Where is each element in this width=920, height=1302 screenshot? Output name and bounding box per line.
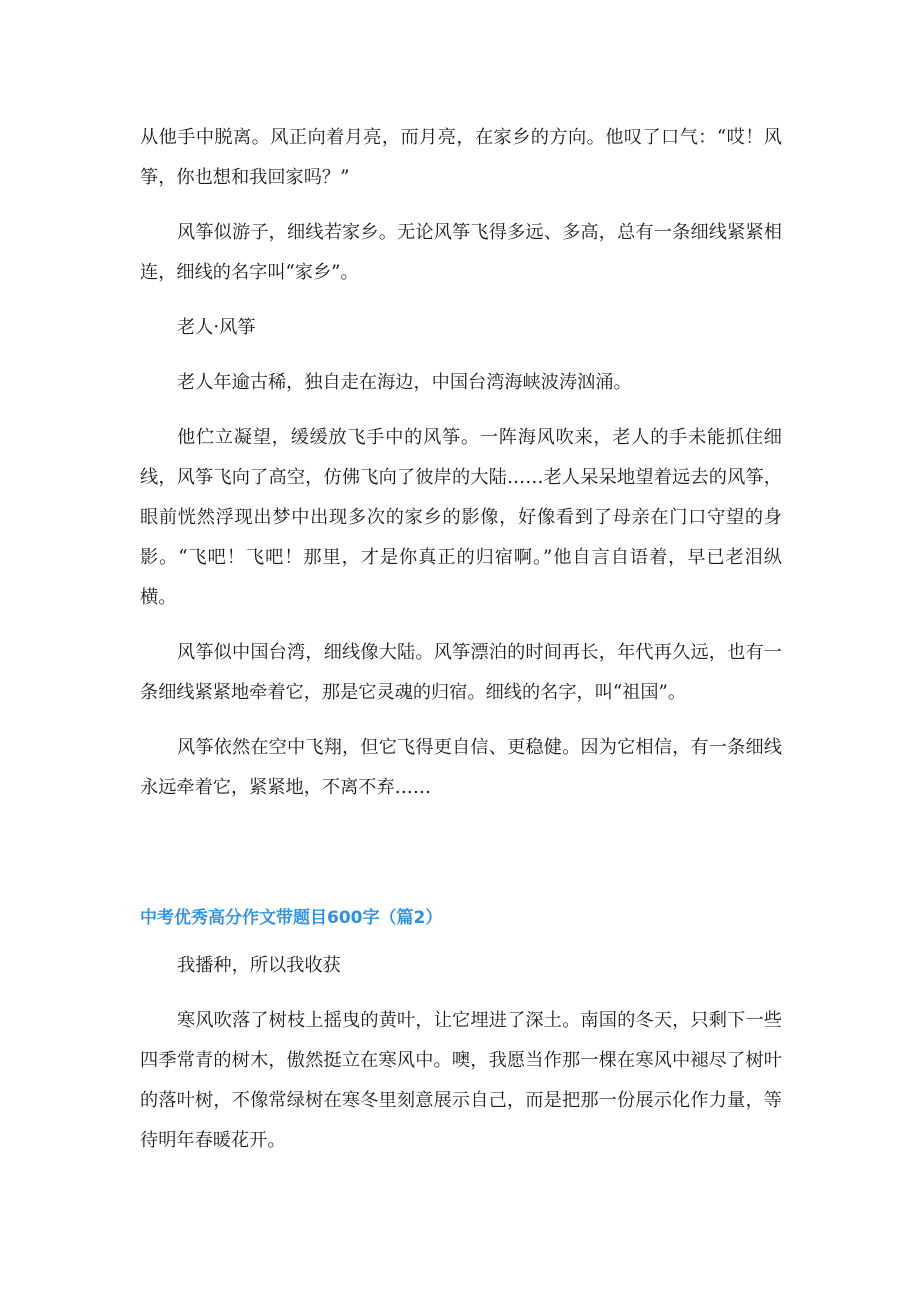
paragraph: 寒风吹落了树枝上摇曳的黄叶，让它埋进了深土。南国的冬天，只剩下一些四季常青的树木，傲然挺立在寒风中。噢，我愿当作那一棵在寒风中褪尽了树叶的落叶树，不像常绿树在寒冬里刻意展示自己，而是把那一份展示化作力量，等待明年春暖花开。: [140, 1010, 782, 1151]
section-heading: 中考优秀高分作文带题目600字（篇2）: [140, 908, 443, 928]
essay-title: 我播种，所以我收获: [177, 955, 341, 976]
paragraph: 风筝似游子，细线若家乡。无论风筝飞得多远、多高，总有一条细线紧紧相连，细线的名字叫“家乡”。: [140, 222, 782, 283]
paragraph-continued: 从他手中脱离。风正向着月亮，而月亮，在家乡的方向。他叹了口气：“哎！风筝，你也想和我回家吗？”: [140, 127, 782, 188]
paragraph: 老人年逾古稀，独自走在海边，中国台湾海峡波涛汹涌。: [177, 372, 632, 393]
paragraph: 风筝似中国台湾，细线像大陆。风筝漂泊的时间再长，年代再久远，也有一条细线紧紧地牵着它，那是它灵魂的归宿。细线的名字，叫“祖国”。: [140, 642, 782, 703]
article-body: [140, 118, 782, 1161]
paragraph: 风筝依然在空中飞翔，但它飞得更自信、更稳健。因为它相信，有一条细线永远牵着它，紧紧地，不离不弃……: [140, 737, 782, 798]
subtitle-old-man-kite: 老人·风筝: [177, 317, 256, 338]
paragraph: 他伫立凝望，缓缓放飞手中的风筝。一阵海风吹来，老人的手未能抓住细线，风筝飞向了高空，仿佛飞向了彼岸的大陆……老人呆呆地望着远去的风筝，眼前恍然浮现出梦中出现多次的家乡的影像，好像看到了母亲在门口守望的身影。“飞吧！飞吧！那里，才是你真正的归宿啊。”他自言自语着，早已老泪纵横。: [140, 427, 782, 608]
